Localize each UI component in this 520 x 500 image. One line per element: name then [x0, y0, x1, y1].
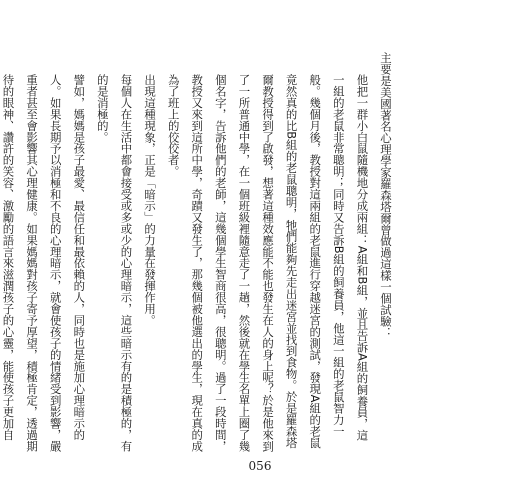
paragraph: 主要是美國著名心理學家羅森塔爾曾做過這樣一個試驗：: [379, 52, 393, 339]
paragraph: 他把一群小白鼠隨機地分成兩組：A組和B組，並且告訴A組的飼養員，這一組的老鼠非常聰明；同時又告訴B組的飼養員，他這一組的老鼠智力一般。幾個月後，教授對這兩組的老鼠進行穿越迷宮的測試，發現A組的老鼠竟然真的比B組的老鼠聰明，牠們能夠先走出迷宮並找到食物。於是羅森塔爾教授得到了啟發，想著這種效應能不能也發生在人的身上呢？於是他來到了一所普通中學，在一個班級裡隨意走了一趟，然後就在學生名單上圈了幾個名字，告訴他們的老師，這幾個學生智商很高，很聰明。過了一段時間，教授又來到這所中學，奇蹟又發生了，那幾個被他選出的學生，現在真的成為了班上的佼佼者。: [166, 74, 370, 452]
paragraph: 每個人在生活中都會接受或多或少的心理暗示，這些暗示有的是積極的，有的是消極的。: [95, 74, 134, 452]
body-text: [0, 52, 397, 452]
page-number: 056: [248, 459, 272, 473]
paragraph: 出現這種現象，正是「暗示」的力量在發揮作用。: [143, 74, 158, 326]
paragraph: 譬如，媽媽是孩子最愛、最信任和最依賴的人，同時也是施加心理暗示的人。如果長期予以消極和不良的心理暗示，就會使孩子的情緒受到影響，嚴重者甚至會影響其心理健康。如果媽媽對孩子寄予厚望，積極肯定，透過期待的眼神、讚許的笑容、激勵的語言來滋潤孩子的心靈，能使孩子更加自: [1, 74, 87, 452]
